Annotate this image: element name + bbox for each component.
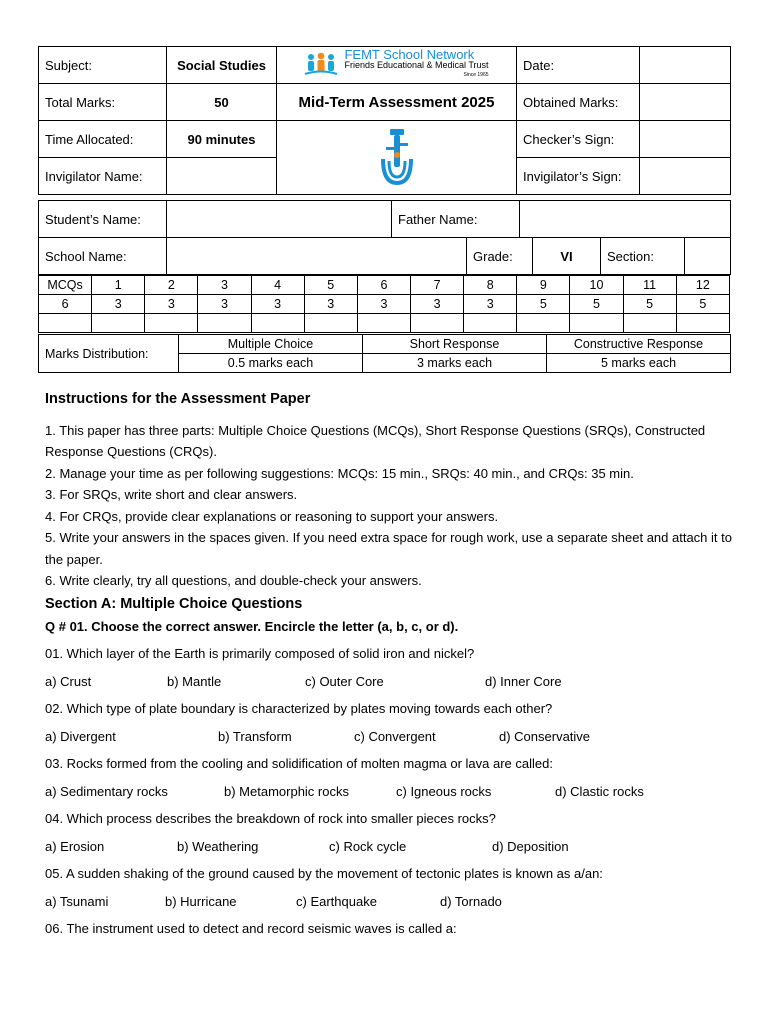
student-name-field[interactable] [167, 201, 392, 238]
invigilator-name-field[interactable] [167, 158, 277, 195]
grid-blank-cell[interactable] [517, 314, 570, 333]
grid-cell: 5 [517, 295, 570, 314]
school-logo [277, 47, 517, 84]
answer-option[interactable]: a) Sedimentary rocks [45, 783, 168, 799]
invigilator-sign-label: Invigilator’s Sign: [517, 158, 640, 195]
instruction-item: 5. Write your answers in the spaces given. If you need extra space for rough work, use a separate sheet and attach it to the paper. [45, 530, 732, 567]
instruction-item: 6. Write clearly, try all questions, and double-check your answers. [45, 573, 422, 588]
grid-blank-cell[interactable] [410, 314, 463, 333]
father-name-field[interactable] [520, 201, 731, 238]
paper-body [45, 389, 735, 946]
instruction-item: 2. Manage your time as per following suggestions: MCQs: 15 min., SRQs: 40 min., and CRQs: 35 min. [45, 465, 634, 481]
grid-cell: 11 [623, 276, 676, 295]
father-name-label: Father Name: [392, 201, 520, 238]
emblem [277, 121, 517, 195]
distribution-marks: 3 marks each [363, 354, 547, 373]
grid-cell: 1 [92, 276, 145, 295]
marks-distribution [38, 334, 731, 373]
grid-cell: 2 [145, 276, 198, 295]
answer-option[interactable]: c) Convergent [354, 728, 436, 744]
subject-value: Social Studies [167, 47, 277, 84]
answer-option[interactable]: b) Weathering [177, 838, 259, 854]
option-row [45, 836, 735, 858]
trust-name: Friends Educational & Medical Trust [344, 60, 489, 70]
question-text: 02. Which type of plate boundary is characterized by plates moving towards each other? [45, 701, 553, 716]
section-a-heading: Section A: Multiple Choice Questions [45, 595, 303, 612]
answer-option[interactable]: d) Inner Core [485, 673, 562, 689]
obtained-marks-field[interactable] [640, 84, 731, 121]
answer-option[interactable]: d) Clastic rocks [555, 783, 644, 799]
emblem-icon [377, 125, 417, 187]
distribution-label: Marks Distribution: [39, 335, 179, 373]
date-field[interactable] [640, 47, 731, 84]
grid-cell: 6 [357, 276, 410, 295]
distribution-type: Constructive Response [547, 335, 731, 354]
instruction-item: 3. For SRQs, write short and clear answers. [45, 487, 298, 502]
date-label: Date: [517, 47, 640, 84]
answer-option[interactable]: b) Transform [218, 728, 292, 744]
grid-cell: 6 [39, 295, 92, 314]
answer-option[interactable]: c) Outer Core [305, 673, 384, 689]
marks-grid [38, 275, 730, 333]
grid-cell: 3 [92, 295, 145, 314]
question-text: 01. Which layer of the Earth is primarily composed of solid iron and nickel? [45, 646, 475, 661]
grid-blank-cell[interactable] [464, 314, 517, 333]
page-title: Mid-Term Assessment 2025 [277, 84, 517, 121]
grid-cell: 9 [517, 276, 570, 295]
question-text: 05. A sudden shaking of the ground caused by the movement of tectonic plates is known as a/an: [45, 866, 603, 881]
answer-option[interactable]: d) Deposition [492, 838, 569, 854]
grid-blank-cell[interactable] [623, 314, 676, 333]
answer-option[interactable]: b) Mantle [167, 673, 222, 689]
answer-option[interactable]: b) Metamorphic rocks [224, 783, 349, 799]
grid-cell: 3 [357, 295, 410, 314]
question-text: 04. Which process describes the breakdown of rock into smaller pieces rocks? [45, 811, 496, 826]
answer-option[interactable]: b) Hurricane [165, 893, 237, 909]
question-text: 06. The instrument used to detect and record seismic waves is called a: [45, 921, 457, 936]
grid-blank-cell[interactable] [676, 314, 729, 333]
grade-value: VI [533, 238, 601, 275]
grid-cell: MCQs [39, 276, 92, 295]
time-value: 90 minutes [167, 121, 277, 158]
grid-cell: 3 [464, 295, 517, 314]
since-year: Since 1965 [463, 72, 489, 78]
grid-cell: 3 [198, 276, 251, 295]
grid-blank-cell[interactable] [92, 314, 145, 333]
section-label: Section: [601, 238, 685, 275]
distribution-type: Short Response [363, 335, 547, 354]
grid-cell: 8 [464, 276, 517, 295]
option-row [45, 726, 735, 748]
grid-cell: 5 [623, 295, 676, 314]
time-label: Time Allocated: [39, 121, 167, 158]
grid-blank-cell[interactable] [251, 314, 304, 333]
answer-option[interactable]: d) Conservative [499, 728, 591, 744]
distribution-type: Multiple Choice [179, 335, 363, 354]
obtained-marks-label: Obtained Marks: [517, 84, 640, 121]
answer-option[interactable]: a) Erosion [45, 838, 105, 854]
option-row [45, 671, 735, 693]
school-name-label: School Name: [39, 238, 167, 275]
grid-blank-cell[interactable] [198, 314, 251, 333]
grid-cell: 3 [198, 295, 251, 314]
student-row [38, 200, 731, 238]
invigilator-name-label: Invigilator Name: [39, 158, 167, 195]
grid-blank-cell[interactable] [304, 314, 357, 333]
total-marks-label: Total Marks: [39, 84, 167, 121]
section-field[interactable] [685, 238, 731, 275]
option-row [45, 891, 735, 913]
instruction-item: 4. For CRQs, provide clear explanations or reasoning to support your answers. [45, 508, 499, 524]
total-marks-value: 50 [167, 84, 277, 121]
family-logo-icon [304, 52, 338, 78]
instruction-item: 1. This paper has three parts: Multiple Choice Questions (MCQs), Short Response Questions (SRQs), Constructed Response Questions (CRQs). [45, 422, 706, 459]
network-name: FEMT School Network [344, 47, 475, 62]
grid-cell: 12 [676, 276, 729, 295]
grid-cell: 5 [676, 295, 729, 314]
grid-cell: 3 [304, 295, 357, 314]
subject-label: Subject: [39, 47, 167, 84]
option-row [45, 781, 735, 803]
grid-cell: 4 [251, 276, 304, 295]
answer-option[interactable]: c) Igneous rocks [396, 783, 492, 799]
grid-blank-cell[interactable] [570, 314, 623, 333]
instructions-heading: Instructions for the Assessment Paper [45, 391, 311, 407]
grade-label: Grade: [467, 238, 533, 275]
answer-option[interactable]: d) Tornado [440, 893, 502, 909]
distribution-marks: 0.5 marks each [179, 354, 363, 373]
answer-option[interactable]: c) Rock cycle [329, 838, 407, 854]
grid-blank-cell[interactable] [145, 314, 198, 333]
grid-cell: 5 [304, 276, 357, 295]
grid-cell: 3 [410, 295, 463, 314]
answer-option[interactable]: a) Tsunami [45, 893, 109, 909]
school-row [38, 237, 731, 275]
distribution-marks: 5 marks each [547, 354, 731, 373]
grid-blank-cell[interactable] [357, 314, 410, 333]
header-table [38, 46, 731, 195]
grid-blank-cell[interactable] [39, 314, 92, 333]
invigilator-sign-field[interactable] [640, 158, 731, 195]
grid-cell: 10 [570, 276, 623, 295]
answer-option[interactable]: a) Divergent [45, 728, 116, 744]
answer-option[interactable]: a) Crust [45, 673, 92, 689]
grid-cell: 3 [251, 295, 304, 314]
question-text: 03. Rocks formed from the cooling and solidification of molten magma or lava are called: [45, 756, 553, 771]
grid-cell: 5 [570, 295, 623, 314]
question-instruction: Q # 01. Choose the correct answer. Encircle the letter (a, b, c, or d). [45, 618, 459, 634]
checker-sign-label: Checker’s Sign: [517, 121, 640, 158]
school-name-field[interactable] [167, 238, 467, 275]
answer-option[interactable]: c) Earthquake [296, 893, 377, 909]
student-name-label: Student’s Name: [39, 201, 167, 238]
grid-cell: 3 [145, 295, 198, 314]
checker-sign-field[interactable] [640, 121, 731, 158]
grid-cell: 7 [410, 276, 463, 295]
